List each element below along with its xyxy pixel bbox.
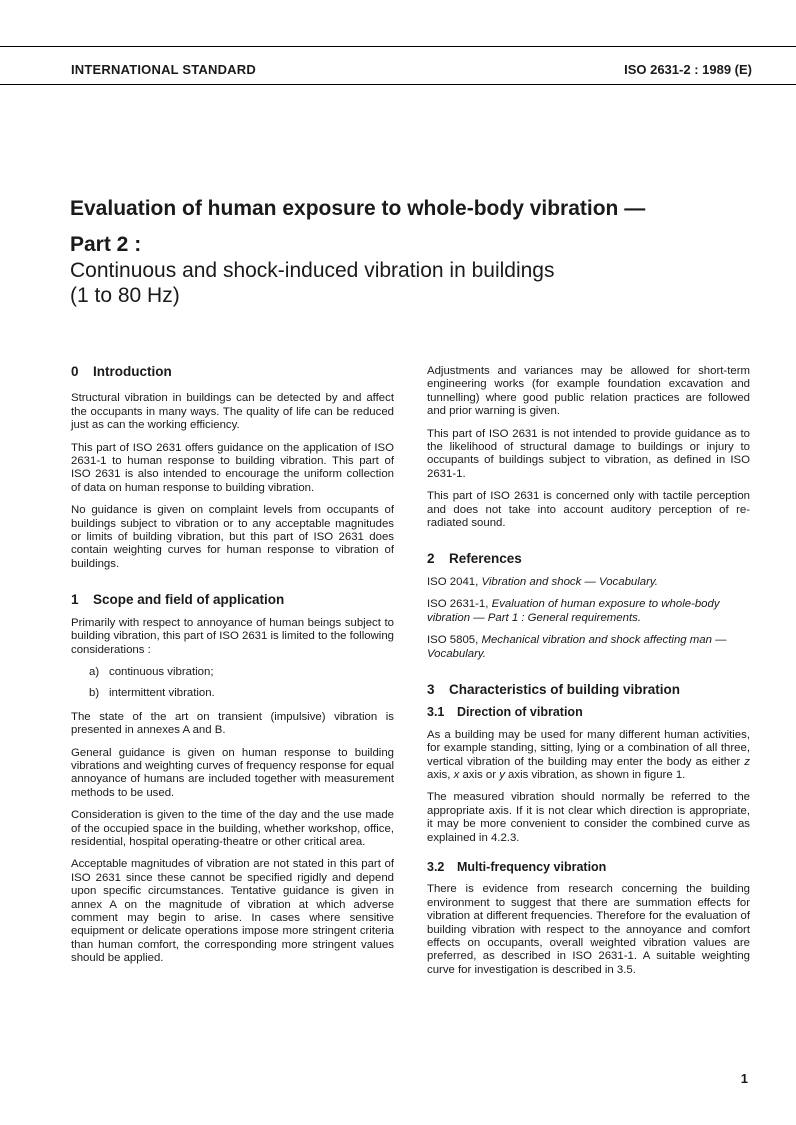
- list-item-text: continuous vibration;: [109, 665, 214, 678]
- paragraph: This part of ISO 2631 is concerned only with tactile perception and does not take into account auditory perception of re-radiated sound.: [427, 490, 750, 530]
- paragraph: This part of ISO 2631 offers guidance on the application of ISO 2631-1 to human response to building vibration. This part of ISO 2631 is also intended to encourage the uniform collection of data on human response to building vibration.: [71, 441, 394, 494]
- text-run: axis,: [427, 768, 454, 781]
- subsection-heading-multi-frequency: [427, 861, 750, 874]
- paragraph: No guidance is given on complaint levels from occupants of buildings subject to vibration or to any acceptable magnitudes or limits of building vibration, but this part of ISO 2631 does contain weighting curves for human response to vibration of buildings.: [71, 504, 394, 570]
- reference-item: [427, 576, 750, 589]
- reference-title: Vibration and shock — Vocabulary.: [481, 575, 658, 588]
- paragraph: The state of the art on transient (impulsive) vibration is presented in annexes A and B.: [71, 710, 394, 737]
- section-heading-references: [427, 552, 750, 565]
- paragraph: This part of ISO 2631 is not intended to provide guidance as to the likelihood of structural damage to buildings or injury to occupants of buildings subject to vibration, as defined in ISO 2631-1.: [427, 427, 750, 480]
- subsection-number: 3.2: [427, 859, 445, 874]
- document-subtitle-line1: Continuous and shock-induced vibration in buildings: [70, 259, 555, 282]
- document-title-block: [70, 196, 760, 308]
- section-title: Introduction: [93, 364, 172, 379]
- reference-id: ISO 2631-1,: [427, 598, 489, 611]
- paragraph: Structural vibration in buildings can be detected by and affect the occupants in many ways. The quality of life can be reduced just as can the working efficiency.: [71, 392, 394, 432]
- reference-id: ISO 2041,: [427, 575, 479, 588]
- subsection-heading-direction: [427, 706, 750, 719]
- text-run: As a building may be used for many different human activities, for example standing, sitting, lying or a combination of all three, vertical vibration of the building may enter the body as either: [427, 728, 750, 768]
- header-bottom-rule: [0, 84, 796, 85]
- section-heading-scope: [71, 593, 394, 606]
- section-number: 2: [427, 551, 435, 567]
- text-run: axis or: [459, 768, 500, 781]
- axis-symbol: y: [499, 768, 505, 781]
- header-document-id: ISO 2631-2 : 1989 (E): [624, 62, 752, 77]
- reference-item: [427, 634, 750, 661]
- section-number: 0: [71, 364, 79, 379]
- reference-title: Mechanical vibration and shock affecting man — Vocabulary.: [427, 634, 727, 660]
- reference-item: [427, 598, 750, 625]
- list-item-text: intermittent vibration.: [109, 687, 215, 700]
- axis-symbol: z: [744, 755, 750, 768]
- section-title: Scope and field of application: [93, 592, 285, 608]
- page-number: 1: [740, 1071, 748, 1086]
- paragraph: The measured vibration should normally be referred to the appropriate axis. If it is not clear which direction is appropriate, it may be more convenient to consider the combined curve as explained in 4.2.3.: [427, 791, 750, 844]
- text-run: axis vibration, as shown in figure 1.: [504, 768, 686, 781]
- subsection-number: 3.1: [427, 705, 445, 720]
- list-item: [89, 687, 394, 700]
- paragraph: Acceptable magnitudes of vibration are not stated in this part of ISO 2631 since these cannot be specified rigidly and depend upon specific circumstances. Tentative guidance is given in annex A on the magnitude of vibration at which adverse comment may begin to arise. In cases where sensitive equipment or delicate operations impose more stringent criteria than human comfort, the corresponding more stringent values should be applied.: [71, 858, 394, 965]
- document-part: Part 2 :: [70, 233, 142, 256]
- axis-symbol: x: [453, 768, 460, 781]
- header-top-rule: [0, 46, 796, 47]
- subsection-title: Direction of vibration: [457, 705, 583, 720]
- list-item-label: b): [89, 687, 100, 700]
- reference-title: Evaluation of human exposure to whole-body vibration — Part 1 : General requirements.: [427, 598, 720, 624]
- section-number: 1: [71, 592, 79, 608]
- document-subtitle-line2: (1 to 80 Hz): [70, 284, 180, 307]
- paragraph: [427, 729, 750, 783]
- document-title: Evaluation of human exposure to whole-body vibration —: [70, 197, 646, 220]
- section-title: References: [449, 551, 522, 567]
- paragraph: Adjustments and variances may be allowed for short-term engineering works (for example foundation excavation and tunnelling) where good public relation practices are followed and prior warning is given.: [427, 365, 750, 418]
- paragraph: There is evidence from research concerning the building environment to suggest that there are summation effects for vibration at different frequencies. Therefore for the evaluation of building vibration with respect to the annoyance and comfort effects on occupants, overall weighted vibration values are preferred, as described in ISO 2631-1. A suitable weighting curve for investigation is described in 3.5.: [427, 883, 750, 976]
- section-heading-introduction: [71, 365, 394, 378]
- list-item-label: a): [89, 665, 100, 678]
- paragraph: Primarily with respect to annoyance of human beings subject to building vibration, this part of ISO 2631 is limited to the following considerations :: [71, 616, 394, 656]
- considerations-list: [71, 666, 394, 701]
- paragraph: Consideration is given to the time of the day and the use made of the occupied space in the building, whether workshop, office, residential, hospital operating-theatre or other critical area.: [71, 809, 394, 848]
- paragraph: General guidance is given on human response to building vibrations and weighting curves of frequency response for equal annoyance of humans are included together with measurement methods to be used.: [71, 746, 394, 799]
- reference-id: ISO 5805,: [427, 634, 479, 647]
- subsection-title: Multi-frequency vibration: [457, 859, 607, 874]
- left-column: [71, 365, 394, 975]
- section-heading-characteristics: [427, 683, 750, 696]
- list-item: [89, 666, 394, 679]
- section-number: 3: [427, 681, 435, 697]
- section-title: Characteristics of building vibration: [449, 681, 681, 697]
- header-standard-label: INTERNATIONAL STANDARD: [71, 62, 256, 77]
- right-column: [427, 365, 750, 986]
